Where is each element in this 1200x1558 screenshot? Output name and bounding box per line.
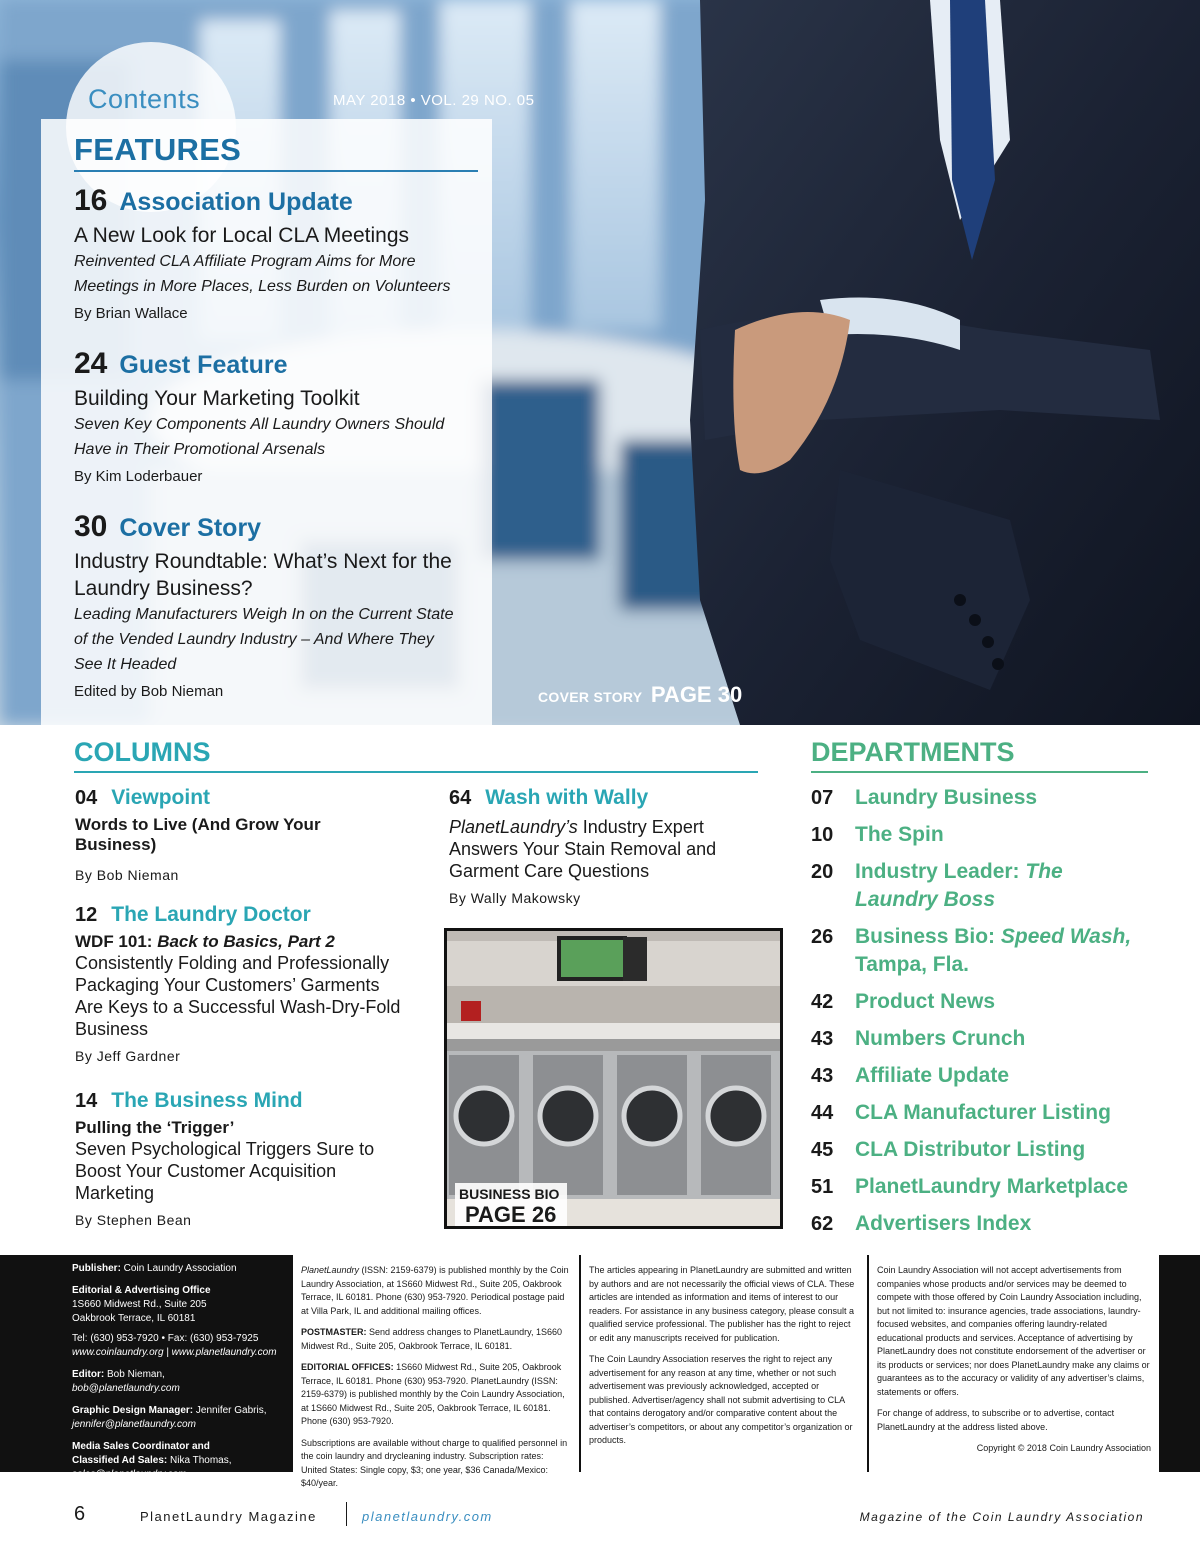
feature-subtitle: Leading Manufacturers Weigh In on the Current State of the Vended Laundry Industry – And Where They See It Headed — [74, 606, 454, 673]
columns-divider — [74, 771, 758, 773]
feature-page-number: 24 — [74, 347, 108, 380]
columns-heading: COLUMNS — [74, 737, 211, 767]
department-item[interactable] — [811, 1062, 1151, 1090]
cover-photo — [0, 0, 1200, 725]
department-label: Industry Leader: The Laundry Boss — [855, 860, 1063, 911]
department-page-number: 51 — [811, 1176, 834, 1198]
department-item[interactable] — [811, 784, 1151, 812]
feature-subtitle: Reinvented CLA Affiliate Program Aims for More Meetings in More Places, Less Burden on Volunteers — [74, 253, 451, 295]
departments-list — [811, 784, 1151, 1247]
department-item[interactable] — [811, 923, 1151, 979]
department-label: Product News — [855, 990, 996, 1013]
column-description: Consistently Folding and Professionally Packaging Your Customers’ Garments Are Keys to a Successful Wash-Dry-Fold Business — [75, 953, 401, 1039]
column-title: WDF 101: Back to Basics, Part 2 — [75, 932, 335, 951]
feature-subtitle: Seven Key Components All Laundry Owners Should Have in Their Promotional Arsenals — [74, 416, 445, 458]
department-label: PlanetLaundry Marketplace — [855, 1175, 1129, 1198]
column-page-number: 12 — [75, 904, 98, 926]
cover-story-callout — [538, 682, 742, 708]
department-page-number: 45 — [811, 1139, 834, 1161]
department-item[interactable] — [811, 858, 1151, 914]
business-bio-callout — [455, 1183, 567, 1229]
column-section: The Business Mind — [111, 1089, 303, 1112]
feature-byline: Edited by Bob Nieman — [74, 683, 224, 700]
design-email-link[interactable]: jennifer@planetlaundry.com — [72, 1419, 196, 1430]
page-number: 6 — [74, 1503, 86, 1525]
column-item[interactable] — [449, 786, 749, 906]
feature-page-number: 16 — [74, 184, 108, 217]
staff-credits: Publisher: Coin Laundry Association Editorial & Advertising Office 1S660 Midwest Rd., Suite 205 Oakbrook Terrace, IL 60181 Tel: (630) 953-7920 • Fax: (630) 953-7925 www.coinlaundry.org | www.planetlaundry.com Editor: Bob Nieman, bob@planetlaundry.com Graphic Design Manager: Jennifer Gabris, jennifer@planetlaundry.com Media Sales Coordinator and Classified Ad Sales: Nika Thomas, sales@planetlaundry.com — [72, 1262, 284, 1482]
legal-column-1: PlanetLaundry (ISSN: 2159-6379) is published monthly by the Coin Laundry Association, at 1S660 Midwest Rd., Suite 205, Oakbrook Terrace, IL 60181. Phone (630) 953-7920. Periodical postage paid at Villa Park, IL and additional mailing offices. POSTMASTER: Send address changes to PlanetLaundry, 1S660 Midwest Rd., Suite 205, Oakbrook Terrace, IL 60181. EDITORIAL OFFICES: 1S660 Midwest Rd., Suite 205, Oakbrook Terrace, IL 60181. Phone (630) 953-7920. PlanetLaundry (ISSN: 2159-6379) is published monthly by the Coin Laundry Association, at 1S660 Midwest Rd., Suite 205, Oakbrook Terrace, IL 60181. Phone (630) 953-7920. Subscriptions are available without charge to qualified personnel in the coin laundry and drycleaning industry. Subscription rates: United States: Single copy, $3; one year, $36 Canada/Mexico: $40/year. — [293, 1255, 579, 1472]
sales-email-link[interactable]: sales@planetlaundry.com — [72, 1469, 187, 1480]
business-bio-page: PAGE 26 — [465, 1202, 557, 1227]
legal-column-3: Coin Laundry Association will not accept advertisements from companies whose products and/or services may be deemed to compete with those offered by Coin Laundry Association including, but not limited to: insurance agencies, trade associations, laundry-focused websites, and companies offering laundry-related educational products and services. Acceptance of advertising by PlanetLaundry does not constitute endorsement of the advertiser or its products or services; nor does PlanetLaundry make any claims or guarantees as to the accuracy or validity of any advertiser’s claims, statements or offers. For change of address, to subscribe or to advertise, contact PlanetLaundry at the address listed above. Copyright © 2018 Coin Laundry Association — [869, 1255, 1159, 1472]
features-heading: FEATURES — [74, 132, 242, 167]
business-bio-label: BUSINESS BIO — [459, 1186, 560, 1202]
column-page-number: 04 — [75, 787, 98, 809]
department-item[interactable] — [811, 821, 1151, 849]
department-page-number: 20 — [811, 861, 834, 883]
features-divider — [74, 170, 478, 172]
department-label: Advertisers Index — [855, 1212, 1032, 1235]
department-item[interactable] — [811, 1025, 1151, 1053]
column-section: Viewpoint — [111, 786, 211, 809]
column-byline: By Wally Makowsky — [449, 890, 581, 906]
magazine-name: PlanetLaundry Magazine — [140, 1509, 317, 1524]
department-label: Numbers Crunch — [855, 1027, 1026, 1050]
department-item[interactable] — [811, 1099, 1151, 1127]
column-page-number: 64 — [449, 787, 472, 809]
feature-section: Cover Story — [119, 514, 262, 542]
department-page-number: 42 — [811, 991, 834, 1013]
column-byline: By Stephen Bean — [75, 1212, 192, 1228]
column-item[interactable] — [75, 903, 405, 1064]
column-item[interactable] — [75, 1089, 375, 1228]
magazine-tagline: Magazine of the Coin Laundry Association — [859, 1510, 1144, 1524]
masthead — [0, 1255, 1200, 1488]
feature-item[interactable] — [74, 510, 454, 700]
feature-title: A New Look for Local CLA Meetings — [74, 224, 410, 247]
feature-byline: By Kim Loderbauer — [74, 468, 203, 485]
column-byline: By Bob Nieman — [75, 867, 179, 883]
column-page-number: 14 — [75, 1090, 98, 1112]
department-page-number: 43 — [811, 1028, 834, 1050]
issue-date: MAY 2018 • VOL. 29 NO. 05 — [333, 92, 535, 109]
department-label: CLA Manufacturer Listing — [855, 1101, 1111, 1124]
cover-story-page: PAGE 30 — [650, 682, 743, 707]
department-page-number: 26 — [811, 926, 834, 948]
copyright: Copyright © 2018 Coin Laundry Association — [976, 1443, 1151, 1453]
column-byline: By Jeff Gardner — [75, 1048, 181, 1064]
footer-divider — [346, 1502, 347, 1526]
department-item[interactable] — [811, 1173, 1151, 1201]
column-title: Pulling the ‘Trigger’ — [75, 1118, 235, 1137]
feature-item[interactable] — [74, 347, 484, 485]
laundromat-washers-photo — [447, 931, 780, 1226]
website-link[interactable]: planetlaundry.com — [362, 1509, 493, 1524]
departments-divider — [811, 771, 1148, 773]
column-title: Words to Live (And Grow Your Business) — [75, 815, 321, 854]
department-item[interactable] — [811, 1210, 1151, 1238]
business-bio-photo[interactable] — [444, 928, 783, 1229]
contents-title: Contents — [88, 84, 201, 114]
editor-email-link[interactable]: bob@planetlaundry.com — [72, 1383, 180, 1394]
column-item[interactable] — [75, 786, 375, 883]
page-footer — [0, 1500, 1200, 1534]
department-label: The Spin — [855, 823, 944, 846]
departments-heading: DEPARTMENTS — [811, 737, 1015, 767]
feature-section: Guest Feature — [119, 351, 288, 379]
feature-section: Association Update — [119, 188, 353, 216]
department-label: CLA Distributor Listing — [855, 1138, 1086, 1161]
department-label: Laundry Business — [855, 786, 1038, 809]
legal-column-2: The articles appearing in PlanetLaundry are submitted and written by authors and are not necessarily the official views of CLA. These articles are intended as information and items of interest to our readers. For assistance in any business category, please consult a qualified service professional. The publisher has the right to reject or edit any manuscripts received for publication. The Coin Laundry Association reserves the right to reject any advertisement for any reason at any time, whether or not such advertisement was previously acknowledged, accepted or published. Advertiser/agency shall not submit advertising to CLA that contains derogatory and/or comparative content about the advertiser’s competitors, or about any competitor’s organization or products. — [581, 1255, 867, 1472]
department-page-number: 62 — [811, 1213, 834, 1235]
column-section: Wash with Wally — [485, 786, 649, 809]
feature-item[interactable] — [74, 184, 484, 322]
department-page-number: 43 — [811, 1065, 834, 1087]
column-section: The Laundry Doctor — [111, 903, 311, 926]
feature-byline: By Brian Wallace — [74, 305, 188, 322]
column-description: PlanetLaundry’s Industry Expert Answers Your Stain Removal and Garment Care Questions — [449, 817, 717, 881]
department-item[interactable] — [811, 988, 1151, 1016]
department-page-number: 10 — [811, 824, 834, 846]
cover-story-label: COVER STORY — [538, 689, 643, 705]
department-page-number: 07 — [811, 787, 834, 809]
feature-page-number: 30 — [74, 510, 108, 543]
department-label: Business Bio: Speed Wash, Tampa, Fla. — [855, 925, 1132, 976]
feature-title: Building Your Marketing Toolkit — [74, 387, 360, 410]
department-page-number: 44 — [811, 1102, 834, 1124]
feature-title: Industry Roundtable: What’s Next for the Laundry Business? — [74, 550, 452, 600]
websites-link[interactable]: www.coinlaundry.org | www.planetlaundry.com — [72, 1347, 277, 1358]
department-label: Affiliate Update — [855, 1064, 1010, 1087]
column-description: Seven Psychological Triggers Sure to Boost Your Customer Acquisition Marketing — [75, 1139, 375, 1203]
department-item[interactable] — [811, 1136, 1151, 1164]
